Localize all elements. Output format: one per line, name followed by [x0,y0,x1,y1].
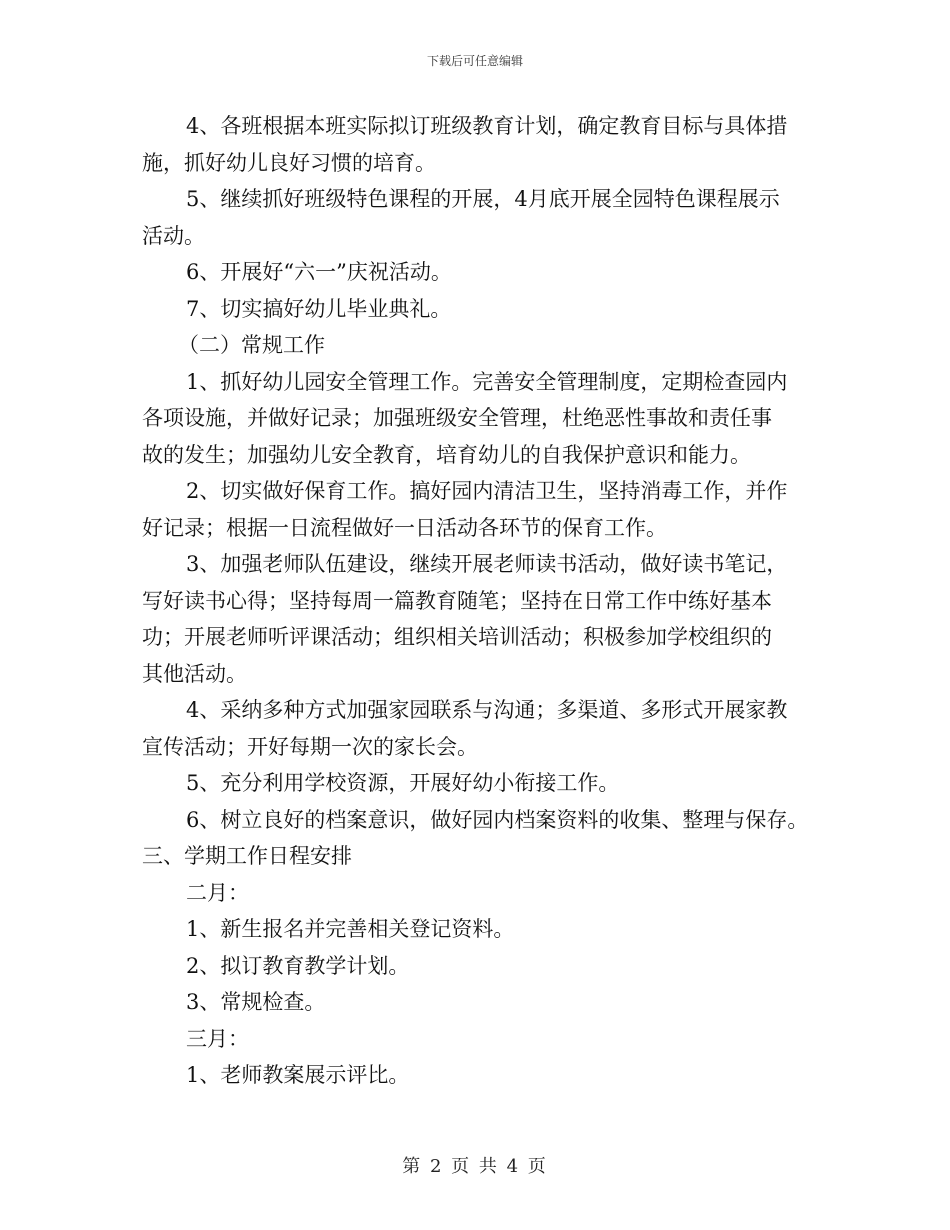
page-header-note: 下载后可任意编辑 [426,54,523,68]
paragraph-line: 3、加强老师队伍建设，继续开展老师读书活动，做好读书笔记， [186,552,788,576]
paragraph-line: 1、抓好幼儿园安全管理工作。完善安全管理制度，定期检查园内 [186,369,788,394]
paragraph-line: 7、切实搞好幼儿毕业典礼。 [186,296,452,321]
paragraph-line: 4、各班根据本班实际拟订班级教育计划，确定教育目标与具体措 [186,114,788,138]
month-heading: 三月： [186,1026,249,1051]
document-body [142,108,832,1094]
list-item: 3、常规检查。 [186,990,326,1014]
paragraph-line: 施，抓好幼儿良好习惯的培育。 [142,150,436,175]
paragraph-line: 5、充分利用学校资源，开展好幼小衔接工作。 [186,771,620,795]
list-item: 1、老师教案展示评比。 [186,1063,410,1087]
paragraph-line: 宣传活动；开好每期一次的家长会。 [142,734,478,759]
paragraph-line: 功；开展老师听评课活动；组织相关培训活动；积极参加学校组织的 [142,625,772,649]
list-item: 1、新生报名并完善相关登记资料。 [186,917,515,941]
section-heading: 三、学期工作日程安排 [142,844,352,868]
paragraph-line: 好记录；根据一日流程做好一日活动各环节的保育工作。 [142,515,667,540]
paragraph-line: 6、树立良好的档案意识，做好园内档案资料的收集、整理与保存。 [186,807,809,832]
section-heading: （二）常规工作 [178,333,325,357]
list-item: 2、拟订教育教学计划。 [186,953,410,978]
paragraph-line: 2、切实做好保育工作。搞好园内清洁卫生，坚持消毒工作，并作 [186,479,788,503]
paragraph-line: 6、开展好“六一”庆祝活动。 [186,260,452,284]
paragraph-line: 各项设施，并做好记录；加强班级安全管理，杜绝恶性事故和责任事 [142,406,772,430]
paragraph-line: 4、采纳多种方式加强家园联系与沟通；多渠道、多形式开展家教 [186,698,788,722]
month-heading: 二月： [186,880,249,905]
page-number-footer: 第 2 页 共 4 页 [402,1156,548,1177]
paragraph-line: 写好读书心得；坚持每周一篇教育随笔；坚持在日常工作中练好基本 [142,588,772,613]
paragraph-line: 活动。 [142,223,205,248]
paragraph-line: 故的发生；加强幼儿安全教育，培育幼儿的自我保护意识和能力。 [142,442,751,467]
paragraph-line: 5、继续抓好班级特色课程的开展，4月底开展全园特色课程展示 [186,187,780,211]
paragraph-line: 其他活动。 [142,661,247,686]
